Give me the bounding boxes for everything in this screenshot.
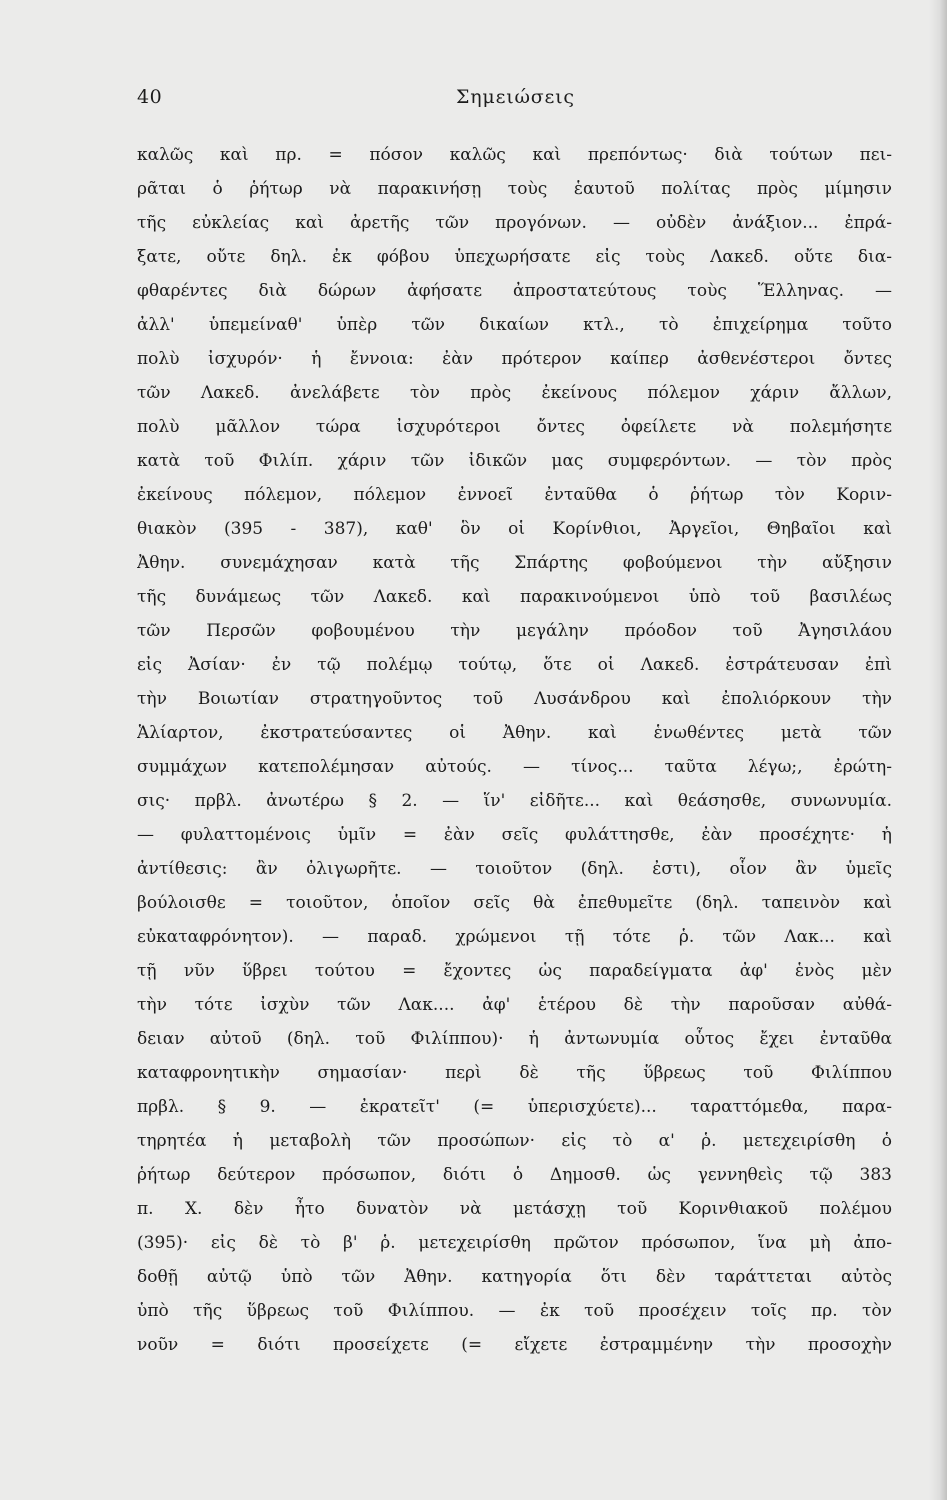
text-line: τηρητέα ἡ μεταβολὴ τῶν προσώπων· εἰς τὸ α' ῥ. μετεχειρίσθη ὁ	[137, 1131, 892, 1151]
text-line: τῆς εὐκλείας καὶ ἀρετῆς τῶν προγόνων. — οὐδὲν ἀνάξιον... ἐπρά-	[137, 213, 892, 233]
text-line: θιακὸν (395 - 387), καθ' ὃν οἱ Κορίνθιοι, Ἀργεῖοι, Θηβαῖοι καὶ	[137, 519, 892, 539]
text-line: δειαν αὐτοῦ (δηλ. τοῦ Φιλίππου)· ἡ ἀντωνυμία οὗτος ἔχει ἐνταῦθα	[137, 1029, 892, 1049]
text-line: νοῦν = διότι προσείχετε (= εἴχετε ἐστραμμένην τὴν προσοχὴν	[137, 1335, 892, 1355]
text-line: Ἁλίαρτον, ἐκστρατεύσαντες οἱ Ἀθην. καὶ ἑνωθέντες μετὰ τῶν	[137, 723, 892, 743]
notes-text-block	[137, 140, 892, 1364]
text-line: εἰς Ἀσίαν· ἐν τῷ πολέμῳ τούτῳ, ὅτε οἱ Λακεδ. ἐστράτευσαν ἐπὶ	[137, 655, 892, 675]
text-line: δοθῇ αὐτῷ ὑπὸ τῶν Ἀθην. κατηγορία ὅτι δὲν ταράττεται αὐτὸς	[137, 1267, 892, 1287]
text-line: συμμάχων κατεπολέμησαν αὐτούς. — τίνος... ταῦτα λέγω;, ἐρώτη-	[137, 757, 892, 777]
text-line: βούλοισθε = τοιοῦτον, ὁποῖον σεῖς θὰ ἐπεθυμεῖτε (δηλ. ταπεινὸν καὶ	[137, 893, 892, 913]
running-title: Σημειώσεις	[456, 86, 575, 108]
text-line: τὴν Βοιωτίαν στρατηγοῦντος τοῦ Λυσάνδρου καὶ ἐπολιόρκουν τὴν	[137, 689, 892, 709]
page-number: 40	[137, 86, 163, 108]
text-line: πολὺ μᾶλλον τώρα ἰσχυρότεροι ὄντες ὀφείλετε νὰ πολεμήσητε	[137, 417, 892, 437]
text-line: καλῶς καὶ πρ. = πόσον καλῶς καὶ πρεπόντως· διὰ τούτων πει-	[137, 145, 892, 165]
text-line: (395)· εἰς δὲ τὸ β' ῥ. μετεχειρίσθη πρῶτον πρόσωπον, ἵνα μὴ ἀπο-	[137, 1233, 892, 1253]
text-line: πρβλ. § 9. — ἐκρατεῖτ' (= ὑπερισχύετε)... ταραττόμεθα, παρα-	[137, 1097, 892, 1117]
text-line: σις· πρβλ. ἀνωτέρω § 2. — ἵν' εἰδῆτε... καὶ θεάσησθε, συνωνυμία.	[137, 791, 892, 811]
text-line: ξατε, οὔτε δηλ. ἐκ φόβου ὑπεχωρήσατε εἰς τοὺς Λακεδ. οὔτε δια-	[137, 247, 892, 267]
text-line: Ἀθην. συνεμάχησαν κατὰ τῆς Σπάρτης φοβούμενοι τὴν αὔξησιν	[137, 553, 892, 573]
text-line: τῇ νῦν ὕβρει τούτου = ἔχοντες ὡς παραδείγματα ἀφ' ἑνὸς μὲν	[137, 961, 892, 981]
text-line: π. Χ. δὲν ἦτο δυνατὸν νὰ μετάσχῃ τοῦ Κορινθιακοῦ πολέμου	[137, 1199, 892, 1219]
text-line: ρᾶται ὁ ῥήτωρ νὰ παρακινήσῃ τοὺς ἑαυτοῦ πολίτας πρὸς μίμησιν	[137, 179, 892, 199]
text-line: καταφρονητικὴν σημασίαν· περὶ δὲ τῆς ὕβρεως τοῦ Φιλίππου	[137, 1063, 892, 1083]
text-line: εὐκαταφρόνητον). — παραδ. χρώμενοι τῇ τότε ῥ. τῶν Λακ... καὶ	[137, 927, 892, 947]
text-line: τῶν Περσῶν φοβουμένου τὴν μεγάλην πρόοδον τοῦ Ἀγησιλάου	[137, 621, 892, 641]
text-line: φθαρέντες διὰ δώρων ἀφήσατε ἀπροστατεύτους τοὺς Ἕλληνας. —	[137, 281, 892, 301]
text-line: ἀντίθεσις: ἂν ὀλιγωρῆτε. — τοιοῦτον (δηλ. ἐστι), οἷον ἂν ὑμεῖς	[137, 859, 892, 879]
text-line: κατὰ τοῦ Φιλίπ. χάριν τῶν ἰδικῶν μας συμφερόντων. — τὸν πρὸς	[137, 451, 892, 471]
text-line: τὴν τότε ἰσχὺν τῶν Λακ.... ἀφ' ἑτέρου δὲ τὴν παροῦσαν αὐθά-	[137, 995, 892, 1015]
text-line: ἀλλ' ὑπεμείναθ' ὑπὲρ τῶν δικαίων κτλ., τὸ ἐπιχείρημα τοῦτο	[137, 315, 892, 335]
text-line: τῆς δυνάμεως τῶν Λακεδ. καὶ παρακινούμενοι ὑπὸ τοῦ βασιλέως	[137, 587, 892, 607]
page-edge-shadow	[929, 0, 947, 1500]
text-line: τῶν Λακεδ. ἀνελάβετε τὸν πρὸς ἐκείνους πόλεμον χάριν ἄλλων,	[137, 383, 892, 403]
text-line: ἐκείνους πόλεμον, πόλεμον ἐννοεῖ ἐνταῦθα ὁ ῥήτωρ τὸν Κοριν-	[137, 485, 892, 505]
text-line: ῥήτωρ δεύτερον πρόσωπον, διότι ὁ Δημοσθ. ὡς γεννηθεὶς τῷ 383	[137, 1165, 892, 1185]
text-line: — φυλαττομένοις ὑμῖν = ἐὰν σεῖς φυλάττησθε, ἐὰν προσέχητε· ἡ	[137, 825, 892, 845]
text-line: ὑπὸ τῆς ὕβρεως τοῦ Φιλίππου. — ἐκ τοῦ προσέχειν τοῖς πρ. τὸν	[137, 1301, 892, 1321]
text-line: πολὺ ἰσχυρόν· ἡ ἔννοια: ἐὰν πρότερον καίπερ ἀσθενέστεροι ὄντες	[137, 349, 892, 369]
